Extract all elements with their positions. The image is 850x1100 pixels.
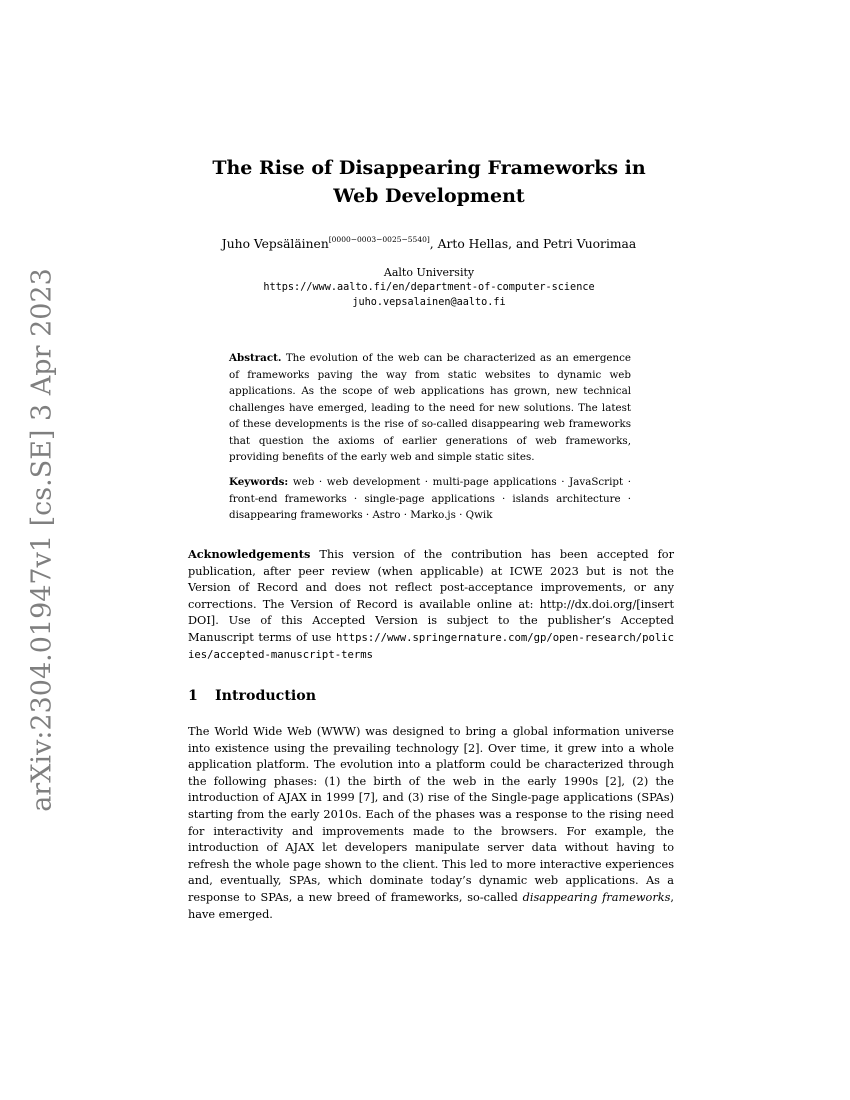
author-list — [160, 236, 698, 251]
keywords-block — [229, 474, 631, 524]
acknowledgements-text: This version of the contribution has been accepted for publication, after peer review (when applicable) at ICWE 2023 but is not the Version of Record and does not reflect post-acceptance improvements, or any corrections. The Version of Record is available online at: http://dx.doi.org/[insert DOI]. Use of this Accepted Version is subject to the publisher’s Accepted Manuscript terms of use — [188, 548, 674, 644]
arxiv-identifier-stamp: arXiv:2304.01947v1 [cs.SE] 3 Apr 2023 — [26, 268, 58, 812]
keywords-text: web · web development · multi-page applications · JavaScript · front-end frameworks · single-page applications · islands architecture · disappearing frameworks · Astro · Marko.js · Qwik — [229, 476, 631, 521]
section-title: Introduction — [215, 688, 317, 704]
introduction-paragraph — [188, 724, 674, 923]
author-email-link[interactable]: juho.vepsalainen@aalto.fi — [352, 297, 506, 308]
orcid-superscript: [0000−0003−0025−5540] — [328, 235, 430, 244]
acknowledgements-label: Acknowledgements — [188, 547, 311, 561]
acknowledgements-paragraph — [188, 546, 674, 663]
abstract-label: Abstract. — [229, 352, 282, 364]
affiliation-url-link[interactable]: https://www.aalto.fi/en/department-of-computer-science — [263, 282, 595, 293]
abstract-text: The evolution of the web can be characterized as an emergence of frameworks paving the way from static websites to dynamic web applications. As the scope of web applications has grown, new technical challenges have emerged, leading to the need for new solutions. The latest of these developments is the rise of so-called disappearing web frameworks that question the axioms of earlier generations of web frameworks, providing benefits of the early web and simple static sites. — [229, 352, 631, 463]
section-number: 1 — [188, 688, 198, 704]
other-authors: , Arto Hellas, and Petri Vuorimaa — [429, 237, 637, 252]
introduction-tail: , have emerged. — [188, 890, 674, 921]
affiliation-institution: Aalto University — [383, 266, 475, 279]
section-heading-introduction — [188, 688, 316, 704]
keywords-label: Keywords: — [229, 476, 289, 488]
paper-title: The Rise of Disappearing Frameworks in Web Development — [212, 157, 646, 207]
introduction-emphasis: disappearing frameworks — [522, 890, 671, 904]
introduction-text: The World Wide Web (WWW) was designed to bring a global information universe into existence using the prevailing technology [2]. Over time, it grew into a whole application platform. The evolution into a platform could be characterized through the following phases: (1) the birth of the web in the early 1990s [2], (2) the introduction of AJAX in 1999 [7], and (3) rise of the Single-page applications (SPAs) starting from the early 2010s. Each of the phases was a response to the rising need for interactivity and improvements made to the browsers. For example, the introduction of AJAX let developers manipulate server data without having to refresh the whole page shown to the client. This led to more interactive experiences and, eventually, SPAs, which dominate today’s dynamic web applications. As a response to SPAs, a new breed of frameworks, so-called — [188, 725, 674, 904]
first-author-name: Juho Vepsäläinen — [221, 237, 329, 252]
abstract-block — [229, 350, 631, 466]
manuscript-terms-link[interactable]: https://www.springernature.com/gp/open-research/policies/accepted-manuscript-terms — [188, 631, 674, 661]
